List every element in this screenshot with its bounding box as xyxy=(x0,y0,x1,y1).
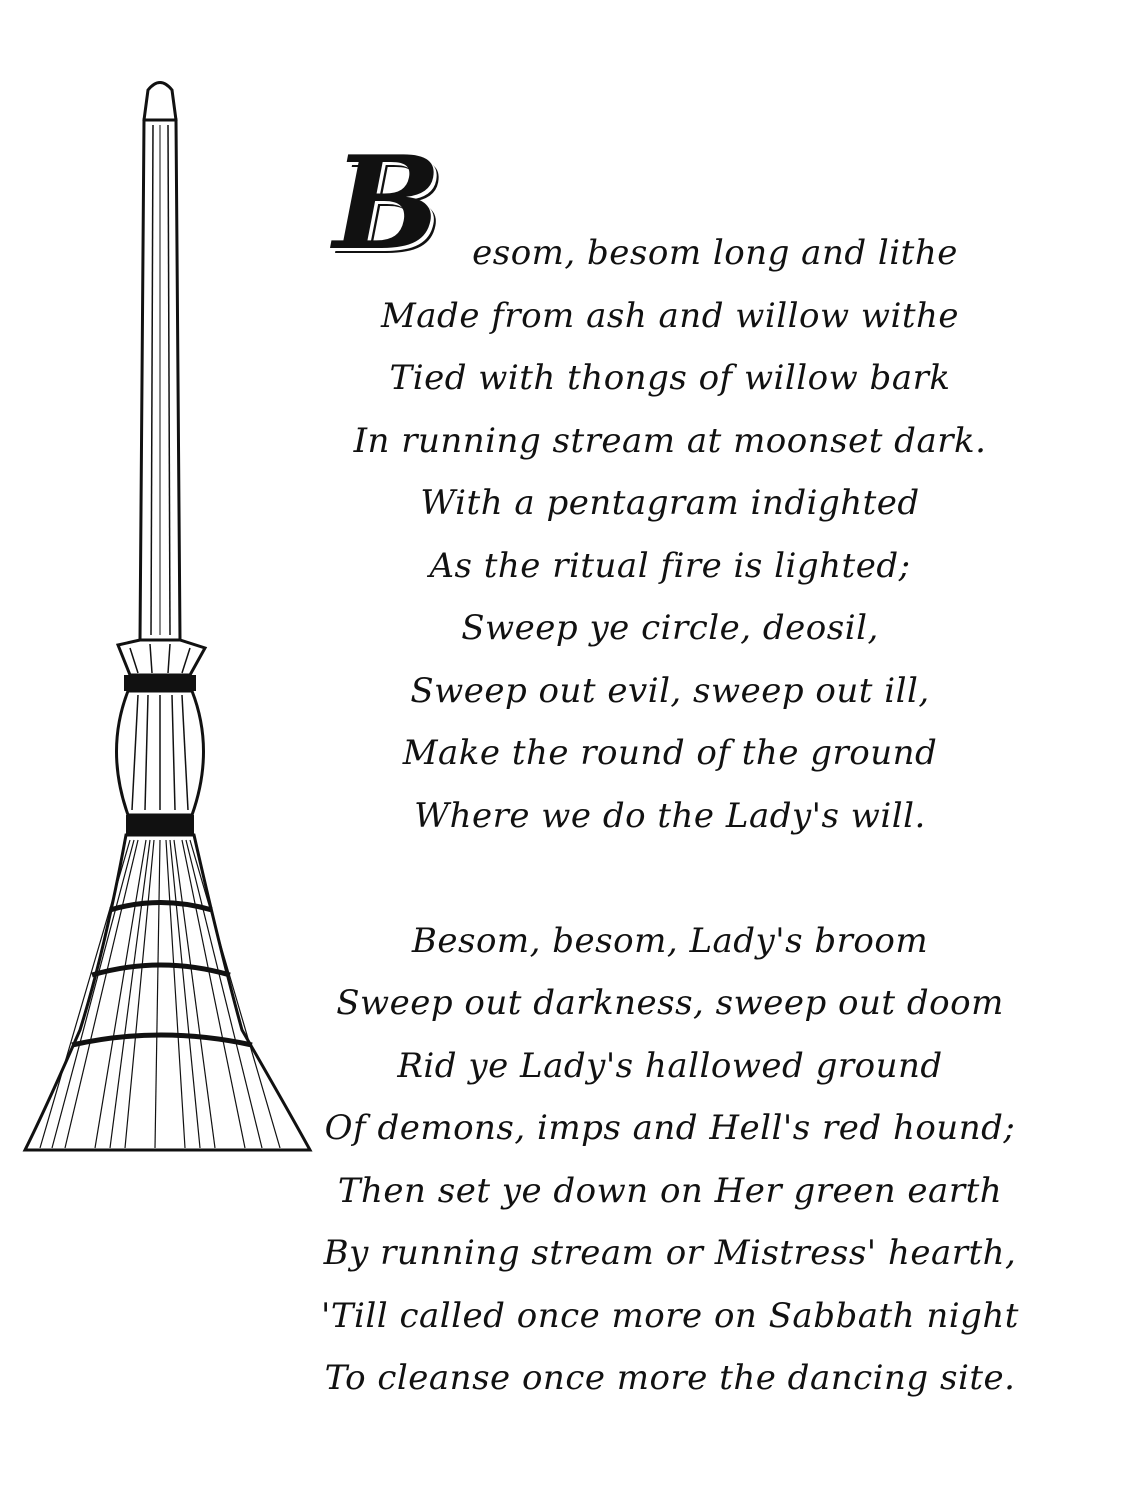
poem-line: To cleanse once more the dancing site. xyxy=(324,1358,1016,1398)
poem-line: Made from ash and willow withe xyxy=(380,295,960,336)
poem-line: Where we do the Lady's will. xyxy=(414,795,926,836)
stanza-break xyxy=(300,847,1040,910)
broom-illustration xyxy=(20,70,330,1170)
poem-line: Sweep out evil, sweep out ill, xyxy=(410,670,930,711)
poem-line-1: esom, besom long and lithe xyxy=(472,233,958,273)
poem-line: Of demons, imps and Hell's red hound; xyxy=(324,1108,1016,1148)
poem-line: Then set ye down on Her green earth xyxy=(337,1170,1003,1211)
poem-line: By running stream or Mistress' hearth, xyxy=(323,1233,1017,1273)
poem-line: As the ritual fire is lighted; xyxy=(429,545,911,586)
poem-line: Besom, besom, Lady's broom xyxy=(411,920,929,961)
drop-cap-letter: B xyxy=(333,129,442,279)
poem-line: With a pentagram indighted xyxy=(420,483,920,523)
poem-line: Sweep out darkness, sweep out doom xyxy=(336,983,1004,1023)
poem-line: Rid ye Lady's hallowed ground xyxy=(397,1045,943,1086)
poem-line: In running stream at moonset dark. xyxy=(353,420,987,461)
poem-line: Sweep ye circle, deosil, xyxy=(461,608,879,648)
poem-line: Make the round of the ground xyxy=(402,733,938,773)
poem-line: Tied with thongs of willow bark xyxy=(389,358,951,398)
poem xyxy=(300,129,1040,1410)
poem-line: 'Till called once more on Sabbath night xyxy=(321,1295,1019,1336)
